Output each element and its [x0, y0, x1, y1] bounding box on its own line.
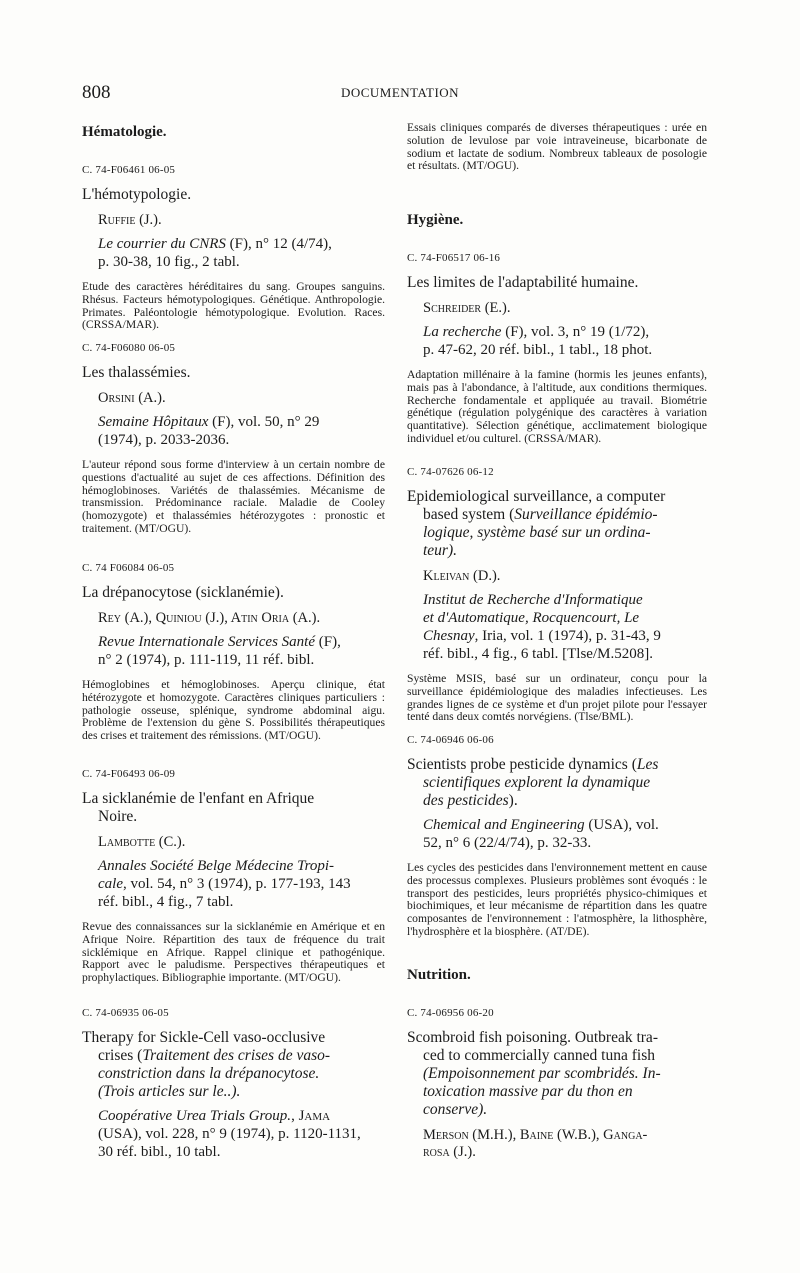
entry-author: Rey (A.), Quiniou (J.), Atin Oria (A.).: [98, 610, 321, 626]
continued-abstract: Essais cliniques comparés de diverses thérapeutiques : urée en solution de levulose par voie intraveineuse, bicarbonate de sodium et lactate de sodium. Nombreux tableaux de posologie et résultats. (MT/OGU).: [407, 121, 707, 173]
entry-source: Institut de Recherche d'Informatique et d'Automatique, Rocquencourt, Le Chesnay, Iria, vol. 1 (1974), p. 31-43, 9 réf. bibl., 4 fig., 6 tabl. [Tlse/M.5208].: [423, 592, 661, 662]
entry-title: L'hémotypologie.: [82, 186, 192, 203]
entry-source: Chemical and Engineering (USA), vol. 52, n° 6 (22/4/74), p. 32-33.: [423, 817, 659, 851]
entry-title: Scientists probe pesticide dynamics (Les scientifiques explorent la dynamique des pesticides).: [407, 756, 659, 809]
entry-abstract: L'auteur répond sous forme d'interview à un certain nombre de questions d'actualité au sujet de ces affections. Définition des hémoglobinoses. Variétés de thalassémies. Mécanisme de transmission. Prédominance raciale. Maladie de Cooley (homozygote) et thalassémies hétérozygotes : pronostic et traitement. (MT/OGU).: [82, 458, 385, 535]
entry-title: Epidemiological surveillance, a computer based system (Surveillance épidémio- logique, système basé sur un ordina- teur).: [407, 488, 666, 559]
running-title: DOCUMENTATION: [340, 85, 460, 100]
entry-reference: C. 74-06935 06-05: [82, 1007, 169, 1019]
entry-reference: C. 74-06946 06-06: [407, 734, 494, 746]
entry-abstract: Les cycles des pesticides dans l'environnement mettent en cause des processus complexes. Plusieurs problèmes sont évoqués : le transport des pesticides, leurs propriétés physico-chimiques et biochimiques, et leur mécanisme de répartition dans les quatre composantes de l'environnement : l'atmosphère, la lithosphère, l'hydrosphère et la biosphère. (AT/DE).: [407, 861, 707, 938]
entry-source: Annales Société Belge Médecine Tropi- cale, vol. 54, n° 3 (1974), p. 177-193, 143 réf. bibl., 4 fig., 7 tabl.: [98, 858, 351, 910]
entry-title: La sicklanémie de l'enfant en Afrique Noire.: [82, 790, 315, 825]
entry-reference: C. 74-F06461 06-05: [82, 164, 176, 176]
entry-title: Les thalassémies.: [82, 364, 191, 381]
entry-abstract: Hémoglobines et hémoglobinoses. Aperçu clinique, état hétérozygote et homozygote. Caractères cliniques particuliers : pathologie osseuse, splénique, syndrome abdominal aigu. Problème de l'extension du gène S. Possibilités thérapeutiques des crises et traitement des rémissions. (MT/OGU).: [82, 678, 385, 743]
entry-epidemiological-surveillance: [407, 466, 707, 724]
entry-abstract: Revue des connaissances sur la sicklanémie en Amérique et en Afrique Noire. Répartition des taux de fréquence du trait sicklémique en Afrique. Rappel clinique et pathogénique. Rapport avec le paludisme. Perspectives thérapeutiques et prophylactiques. Bibliographie importante. (MT/OGU).: [82, 920, 385, 985]
entry-thalassemies: [82, 342, 385, 536]
section-heading-hygiene: Hygiène.: [407, 212, 464, 228]
entry-reference: C. 74 F06084 06-05: [82, 562, 175, 574]
entry-reference: C. 74-F06493 06-09: [82, 768, 176, 780]
entry-hemotypologie: [82, 164, 385, 332]
entry-drepanocytose: [82, 562, 385, 743]
entry-abstract: Système MSIS, basé sur un ordinateur, conçu pour la surveillance épidémiologique des maladies infectieuses. Les grandes lignes de ce système et d'un projet pilote pour l'essayer tenté dans deux comtés norvégiens. (Tlse/BML).: [407, 672, 707, 724]
section-heading-nutrition: Nutrition.: [407, 967, 471, 983]
entry-title: La drépanocytose (sicklanémie).: [82, 584, 284, 601]
entry-author: Schreider (E.).: [423, 300, 511, 316]
entry-title: Therapy for Sickle-Cell vaso-occlusive crises (Traitement des crises de vaso- constriction dans la drépanocytose. (Trois articles sur le..).: [82, 1029, 331, 1100]
entry-author: Lambotte (C.).: [98, 834, 186, 850]
entry-source: Revue Internationale Services Santé (F), n° 2 (1974), p. 111-119, 11 réf. bibl.: [98, 634, 341, 668]
entry-reference: C. 74-06956 06-20: [407, 1007, 494, 1019]
entry-scombroid-fish: [407, 1007, 707, 1161]
entry-pesticide-dynamics: [407, 734, 707, 939]
entry-source: La recherche (F), vol. 3, n° 19 (1/72), p. 47-62, 20 réf. bibl., 1 tabl., 18 phot.: [423, 324, 653, 358]
entry-title: Scombroid fish poisoning. Outbreak tra- ced to commercially canned tuna fish (Empoisonnement par scombridés. In- toxication massive par du thon en conserve).: [407, 1029, 661, 1118]
entry-adaptabilite-humaine: [407, 252, 707, 446]
entry-sicklanemie-enfant: [82, 768, 385, 985]
entry-therapy-sickle-cell: [82, 1007, 385, 1161]
section-heading-hematologie: Hématologie.: [82, 124, 167, 140]
page-number: 808: [82, 82, 111, 103]
entry-author: Kleivan (D.).: [423, 568, 501, 584]
entry-title: Les limites de l'adaptabilité humaine.: [407, 274, 639, 291]
entry-source: Semaine Hôpitaux (F), vol. 50, n° 29 (1974), p. 2033-2036.: [98, 414, 320, 448]
entry-abstract: Adaptation millénaire à la famine (hormis les jeunes enfants), mais pas à l'abondance, à l'altitude, aux conditions thermiques. Recherche fondamentale et appliquée au travail. Biométrie génétique (régulation polygénique des caractères à variation quantitative). Sélection génétique, acclimatement biologique individuel et/ou culturel. (CRSSA/MAR).: [407, 368, 707, 445]
entry-source: Le courrier du CNRS (F), n° 12 (4/74), p. 30-38, 10 fig., 2 tabl.: [98, 236, 332, 270]
entry-source: Coopérative Urea Trials Group., Jama (USA), vol. 228, n° 9 (1974), p. 1120-1131, 30 réf. bibl., 10 tabl.: [98, 1108, 361, 1160]
entry-reference: C. 74-F06080 06-05: [82, 342, 176, 354]
entry-abstract: Etude des caractères héréditaires du sang. Groupes sanguins. Rhésus. Facteurs hémotypologiques. Génétique. Anthropologie. Primates. Paléontologie hémotypologique. Evolution. Races. (CRSSA/MAR).: [82, 280, 385, 332]
entry-author: Orsini (A.).: [98, 390, 166, 406]
entry-author: Merson (M.H.), Baine (W.B.), Ganga- rosa (J.).: [423, 1127, 648, 1160]
entry-reference: C. 74-F06517 06-16: [407, 252, 501, 264]
entry-author: Ruffie (J.).: [98, 212, 162, 228]
entry-reference: C. 74-07626 06-12: [407, 466, 494, 478]
